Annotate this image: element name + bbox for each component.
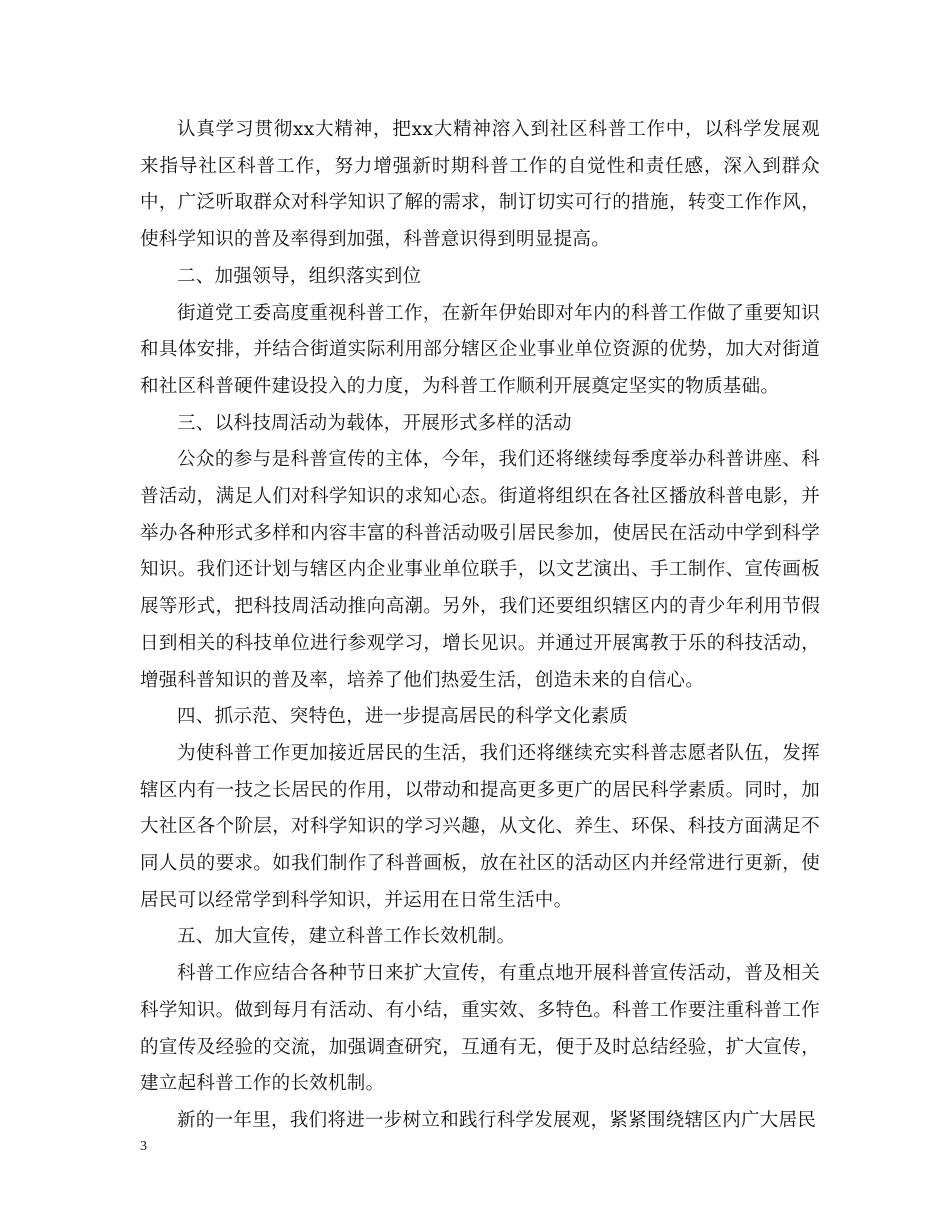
section-heading-3: 三、以科技周活动为载体，开展形式多样的活动 [177, 412, 572, 434]
document-body [140, 112, 820, 1140]
paragraph-publicity: 科普工作应结合各种节日来扩大宣传，有重点地开展科普宣传活动，普及相关科学知识。做到每月有活动、有小结，重实效、多特色。科普工作要注重科普工作的宣传及经验的交流，加强调查研究，互通有无，便于及时总结经验，扩大宣传，建立起科普工作的长效机制。 [140, 963, 820, 1095]
paragraph-resident-quality: 为使科普工作更加接近居民的生活，我们还将继续充实科普志愿者队伍，发挥辖区内有一技之长居民的作用，以带动和提高更多更广的居民科学素质。同时，加大社区各个阶层，对科学知识的学习兴趣，从文化、养生、环保、科技方面满足不同人员的要求。如我们制作了科普画板，放在社区的活动区内并经常进行更新，使居民可以经常学到科学知识，并运用在日常生活中。 [140, 742, 820, 911]
paragraph-science-week: 公众的参与是科普宣传的主体，今年，我们还将继续每季度举办科普讲座、科普活动，满足人们对科学知识的求知心态。街道将组织在各社区播放科普电影，并举办各种形式多样和内容丰富的科普活动吸引居民参加，使居民在活动中学到科学知识。我们还计划与辖区内企业事业单位联手，以文艺演出、手工制作、宣传画板展等形式，把科技周活动推向高潮。另外，我们还要组织辖区内的青少年利用节假日到相关的科技单位进行参观学习，增长见识。并通过开展寓教于乐的科技活动，增强科普知识的普及率，培养了他们热爱生活，创造未来的自信心。 [140, 449, 820, 691]
section-heading-5: 五、加大宣传，建立科普工作长效机制。 [177, 926, 516, 948]
paragraph-study-spirit: 认真学习贯彻xx大精神，把xx大精神溶入到社区科普工作中，以科学发展观来指导社区科普工作，努力增强新时期科普工作的自觉性和责任感，深入到群众中，广泛听取群众对科学知识了解的需求，制订切实可行的措施，转变工作作风，使科学知识的普及率得到加强，科普意识得到明显提高。 [140, 119, 820, 251]
section-heading-4: 四、抓示范、突特色，进一步提高居民的科学文化素质 [177, 706, 629, 728]
paragraph-new-year: 新的一年里，我们将进一步树立和践行科学发展观，紧紧围绕辖区内广大居民 [177, 1109, 817, 1131]
section-heading-2: 二、加强领导，组织落实到位 [177, 265, 422, 287]
paragraph-leadership: 街道党工委高度重视科普工作，在新年伊始即对年内的科普工作做了重要知识和具体安排，并结合街道实际利用部分辖区企业事业单位资源的优势，加大对街道和社区科普硬件建设投入的力度，为科普工作顺利开展奠定坚实的物质基础。 [140, 302, 820, 397]
page-number: 3 [140, 1139, 147, 1154]
